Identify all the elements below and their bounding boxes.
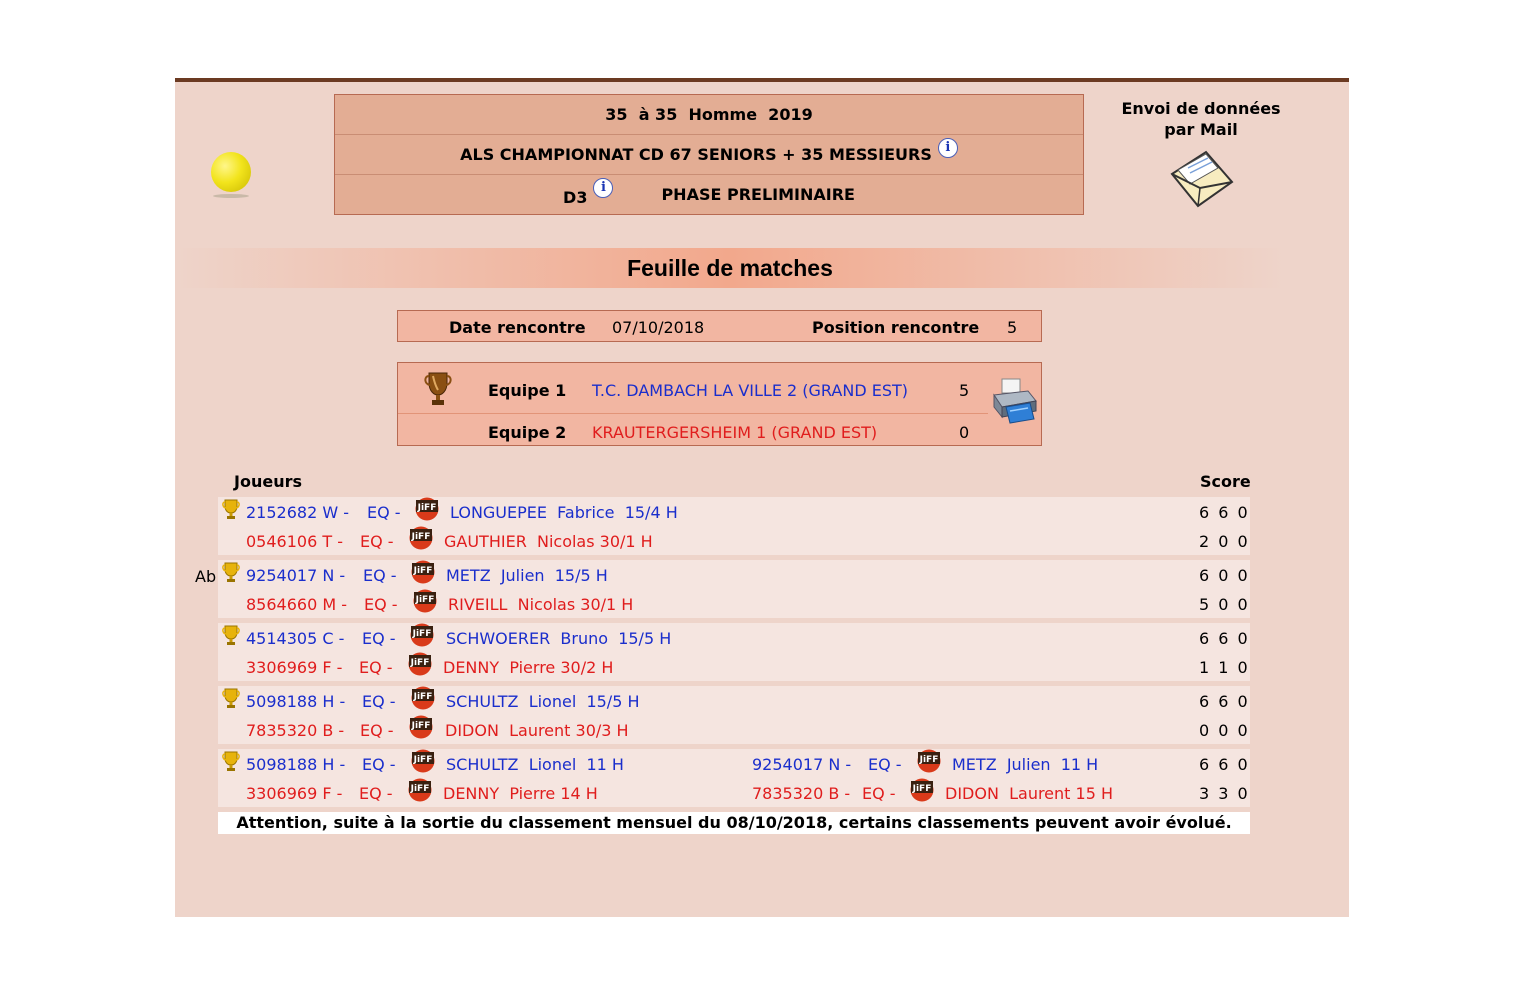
player-eq: EQ - — [364, 595, 398, 614]
player-name[interactable]: DENNY Pierre 14 H — [443, 784, 598, 803]
position-value: 5 — [1007, 318, 1018, 337]
team1-label: Equipe 1 — [488, 381, 567, 400]
player-name[interactable]: SCHULTZ Lionel 11 H — [446, 755, 624, 774]
mail-send-link[interactable] — [1111, 98, 1291, 215]
winner-cup-icon — [222, 562, 240, 584]
winner-cup-icon — [222, 499, 240, 521]
position-label: Position rencontre — [812, 318, 980, 337]
partner-license[interactable]: 9254017 N - — [752, 755, 852, 774]
match-row — [218, 497, 1250, 555]
player-license[interactable]: 2152682 W - — [246, 503, 350, 522]
player-name[interactable]: RIVEILL Nicolas 30/1 H — [448, 595, 634, 614]
winner-cup-icon — [222, 751, 240, 773]
partner-eq: EQ - — [862, 784, 896, 803]
player-score: 6 6 0 — [1199, 692, 1250, 711]
jiff-logo-icon[interactable] — [415, 497, 439, 521]
match-row-double — [218, 749, 1250, 807]
jiff-logo-text: JiFF — [919, 755, 939, 765]
partner-license[interactable]: 7835320 B - — [752, 784, 851, 803]
jiff-logo-icon[interactable] — [409, 715, 433, 739]
team2-score: 0 — [959, 423, 970, 442]
jiff-logo-text: JiFF — [411, 721, 431, 731]
player-score: 6 6 0 — [1199, 503, 1250, 522]
player-license[interactable]: 8564660 M - — [246, 595, 348, 614]
partner-name[interactable]: DIDON Laurent 15 H — [945, 784, 1113, 803]
player-eq: EQ - — [362, 692, 396, 711]
player-eq: EQ - — [362, 755, 396, 774]
match-winner-line — [218, 497, 1250, 526]
player-score: 6 6 0 — [1199, 629, 1250, 648]
player-eq: EQ - — [363, 566, 397, 585]
jiff-logo-icon[interactable] — [408, 652, 432, 676]
jiff-logo-icon[interactable] — [411, 686, 435, 710]
date-value: 07/10/2018 — [612, 318, 705, 337]
tennis-ball-shadow — [213, 194, 249, 198]
match-loser-line — [218, 526, 1250, 555]
jiff-logo-text: JiFF — [417, 503, 437, 513]
jiff-logo-icon[interactable] — [411, 560, 435, 584]
jiff-logo-text: JiFF — [912, 784, 932, 794]
player-eq: EQ - — [359, 658, 393, 677]
match-info-box — [397, 310, 1042, 342]
match-winner-line — [218, 749, 1250, 778]
partner-eq: EQ - — [868, 755, 902, 774]
jiff-logo-text: JiFF — [412, 629, 432, 639]
jiff-logo-text: JiFF — [411, 532, 431, 542]
player-license[interactable]: 0546106 T - — [246, 532, 343, 551]
jiff-logo-text: JiFF — [415, 595, 435, 605]
match-winner-line — [218, 686, 1250, 715]
jiff-logo-text: JiFF — [410, 658, 430, 668]
match-winner-line — [218, 623, 1250, 652]
player-name[interactable]: LONGUEPEE Fabrice 15/4 H — [450, 503, 678, 522]
team2-name[interactable]: KRAUTERGERSHEIM 1 (GRAND EST) — [592, 423, 878, 442]
match-row — [218, 623, 1250, 681]
date-label: Date rencontre — [449, 318, 586, 337]
match-sheet-panel — [175, 78, 1349, 917]
winner-cup-icon — [222, 625, 240, 647]
player-score: 6 6 0 — [1199, 755, 1250, 774]
match-winner-line — [218, 560, 1250, 589]
player-license[interactable]: 3306969 F - — [246, 658, 343, 677]
header-championship: ALS CHAMPIONNAT CD 67 SENIORS + 35 MESSIEURS i — [335, 134, 1083, 175]
player-score: 0 0 0 — [1199, 721, 1250, 740]
ranking-warning: Attention, suite à la sortie du classement mensuel du 08/10/2018, certains classements peuvent avoir évolué. — [218, 812, 1250, 834]
player-license[interactable]: 9254017 N - — [246, 566, 346, 585]
match-loser-line — [218, 652, 1250, 681]
envelope-icon[interactable] — [1166, 144, 1236, 210]
match-loser-line — [218, 715, 1250, 744]
player-name[interactable]: METZ Julien 15/5 H — [446, 566, 608, 585]
player-name[interactable]: DIDON Laurent 30/3 H — [445, 721, 629, 740]
partner-name[interactable]: METZ Julien 11 H — [952, 755, 1099, 774]
player-name[interactable]: SCHWOERER Bruno 15/5 H — [446, 629, 672, 648]
jiff-logo-text: JiFF — [410, 784, 430, 794]
jiff-logo-icon[interactable] — [410, 623, 434, 647]
printer-icon[interactable] — [990, 377, 1038, 425]
player-license[interactable]: 5098188 H - — [246, 692, 346, 711]
player-license[interactable]: 5098188 H - — [246, 755, 346, 774]
player-eq: EQ - — [359, 784, 393, 803]
player-name[interactable]: GAUTHIER Nicolas 30/1 H — [444, 532, 653, 551]
player-eq: EQ - — [362, 629, 396, 648]
jiff-logo-icon[interactable] — [408, 778, 432, 802]
match-row — [218, 686, 1250, 744]
trophy-icon — [424, 371, 452, 407]
mail-label-line2: par Mail — [1164, 120, 1238, 139]
player-eq: EQ - — [360, 532, 394, 551]
jiff-logo-text: JiFF — [413, 566, 433, 576]
page-title: Feuille de matches — [627, 255, 833, 281]
mail-label-line1: Envoi de données — [1121, 99, 1281, 118]
header-season: 35 à 35 Homme 2019 — [335, 95, 1083, 135]
player-score: 1 1 0 — [1199, 658, 1250, 677]
team2-label: Equipe 2 — [488, 423, 567, 442]
player-license[interactable]: 7835320 B - — [246, 721, 345, 740]
tennis-ball-icon — [211, 152, 251, 192]
player-license[interactable]: 4514305 C - — [246, 629, 345, 648]
jiff-logo-icon[interactable] — [910, 778, 934, 802]
page-title-band — [175, 248, 1285, 288]
player-score: 3 3 0 — [1199, 784, 1250, 803]
team-separator — [398, 413, 988, 414]
player-license[interactable]: 3306969 F - — [246, 784, 343, 803]
team1-score: 5 — [959, 381, 970, 400]
player-eq: EQ - — [367, 503, 401, 522]
ab-marker: Ab — [195, 567, 217, 586]
players-column-header: Joueurs — [234, 472, 302, 491]
info-icon[interactable]: i — [938, 138, 958, 158]
player-name[interactable]: SCHULTZ Lionel 15/5 H — [446, 692, 640, 711]
player-score: 5 0 0 — [1199, 595, 1250, 614]
jiff-logo-text: JiFF — [413, 755, 433, 765]
player-name[interactable]: DENNY Pierre 30/2 H — [443, 658, 614, 677]
match-loser-line — [218, 778, 1250, 807]
jiff-logo-icon[interactable] — [917, 749, 941, 773]
player-score: 6 0 0 — [1199, 566, 1250, 585]
score-column-header: Score — [1200, 472, 1251, 491]
winner-cup-icon — [222, 688, 240, 710]
header-division: D3 i PHASE PRELIMINAIRE — [563, 180, 855, 207]
jiff-logo-icon[interactable] — [409, 526, 433, 550]
teams-box — [397, 362, 1042, 446]
jiff-logo-icon[interactable] — [411, 749, 435, 773]
jiff-logo-text: JiFF — [413, 692, 433, 702]
player-score: 2 0 0 — [1199, 532, 1250, 551]
jiff-logo-icon[interactable] — [413, 589, 437, 613]
competition-header — [334, 94, 1084, 215]
match-loser-line — [218, 589, 1250, 618]
player-eq: EQ - — [360, 721, 394, 740]
division-info-icon[interactable]: i — [593, 178, 613, 198]
match-row — [218, 560, 1250, 618]
team1-name[interactable]: T.C. DAMBACH LA VILLE 2 (GRAND EST) — [592, 381, 908, 400]
